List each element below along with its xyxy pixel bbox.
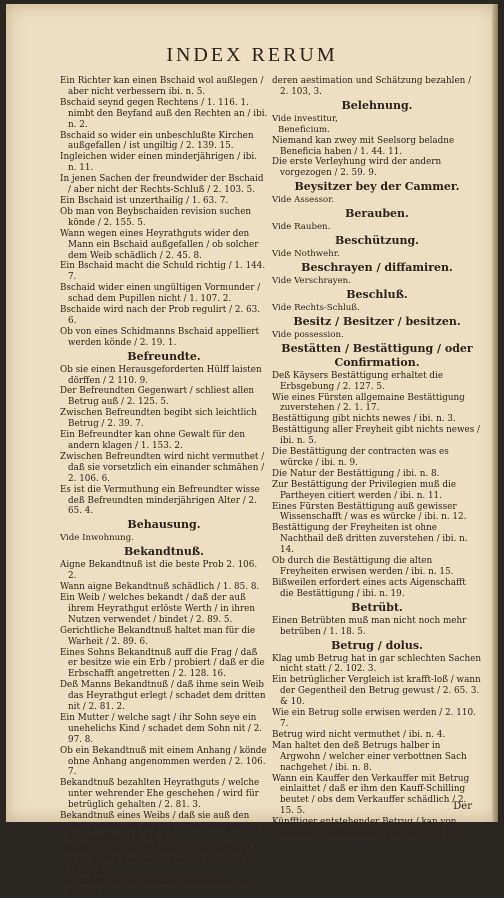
index-entry: Ob ein Bekandtnuß mit einem Anhang / könde ohne Anhang angenommen werden / 2. 106. 7.	[60, 745, 267, 778]
cross-reference: Vide Rechts-Schluß.	[272, 302, 360, 313]
index-entry: Ein Mutter / welche sagt / ihr Sohn seye ein unehelichs Kind / schadet dem Sohn nit / 2. 97. 8.	[60, 712, 263, 745]
index-heading: Betrug / dolus.	[331, 638, 423, 652]
cross-reference: Beneficium.	[278, 124, 330, 135]
index-heading: Belehnung.	[341, 98, 413, 112]
cross-reference: Vide investitur,	[272, 113, 338, 124]
index-entry: Ein Richter kan einen Bschaid wol außlegen / aber nicht verbessern ibi. n. 5.	[60, 76, 264, 97]
page-edge	[492, 4, 498, 822]
cross-reference: Vide possession.	[272, 329, 344, 340]
index-entry: Bschaid wider einen ungültigen Vormunder / schad dem Pupillen nicht / 1. 107. 2.	[60, 283, 261, 305]
index-entry: Aigne Bekandtnuß ist die beste Prob 2. 106. 2.	[60, 560, 258, 582]
cross-reference: Vide Rauben.	[272, 222, 331, 233]
index-entry: Ob sie einen Herausgeforderten Hülff laisten dörffen / 2 110. 9.	[60, 364, 262, 386]
index-entry: Der Befreundten Gegenwart / schliest allen Betrug auß / 2. 125. 5.	[60, 386, 255, 408]
index-entry: Bekandtnuß eines Weibs / daß sie auß den Heyrathstucken den Werth empfangen / obs ihr schädlich / 2. 89. 3.	[60, 811, 266, 843]
index-heading: Beschrayen / diffamiren.	[301, 260, 453, 274]
index-entry: Wie eines Fürsten allgemaine Bestättigung zuverstehen / 2. 1. 17.	[272, 392, 465, 414]
index-entry: Ingleichen wider einen minderjährigen / ibi. n. 11.	[60, 152, 258, 174]
cross-reference: Vide Inwohnung.	[60, 533, 134, 544]
index-heading: Befreundte.	[127, 349, 201, 363]
index-entry: Die Natur der Bestättigung / ibi. n. 8.	[272, 468, 440, 479]
index-entry: Eines Fürsten Bestättigung auß gewisser Wissenschafft / was es würcke / ibi. n. 12.	[272, 501, 467, 523]
index-entry: Wann wegen eines Heyrathguts wider den Mann ein Bschaid außgefallen / ob solcher dem Weib schädlich / 2. 45. 8.	[60, 228, 259, 261]
index-entry: Eines Sohns Bekandtnuß auff die Frag / daß er besitze wie ein Erb / probiert / daß er die Erbschafft angetretten / 2. 128. 16.	[60, 647, 265, 680]
index-heading: Beschützung.	[334, 234, 420, 248]
index-heading: Beysitzer bey der Cammer.	[294, 180, 460, 194]
index-entry: Ein betrüglicher Vergleich ist krafft-loß / wann der Gegentheil den Betrug gewust / 2. 65. 3. & 10.	[272, 675, 481, 708]
index-entry: Gerichtliche Bekandtnuß haltet man für die Warheit / 2. 89. 6.	[60, 625, 256, 647]
index-entry: Bschaid seynd gegen Rechtens / 1. 116. 1. nimbt den Beyfand auß den Rechten an / ibi. n. 2.	[60, 97, 268, 130]
index-heading: Behausung.	[127, 518, 201, 532]
index-entry: Ein Bschaid ist unzerthailig / 1. 63. 7.	[60, 195, 229, 206]
index-entry: Wann aigne Bekandtnuß schädlich / 1. 85. 8.	[60, 582, 260, 593]
cross-reference: Vide Nothwehr.	[272, 249, 340, 260]
index-entry: Zwischen Befreundten wird nicht vermuthet / daß sie vorsetzlich ein einander schmähen / 2. 106. 6.	[60, 451, 265, 484]
index-entry: Zur Bestättigung der Privilegien muß die Partheyen citiert werden / ibi. n. 11.	[272, 479, 457, 501]
index-entry: Wie ein Betrug solle erwisen werden / 2. 110. 7.	[272, 708, 476, 729]
index-entry: Es ist die Vermuthung ein Befreundter wisse deß Befreundten minderjährigen Alter / 2. 65. 4.	[60, 484, 260, 517]
left-index-column	[60, 76, 268, 898]
index-entry: Welcher über ein Verbrechen sich vertragt / wird darfür gehalten / daß ers bekenne / 2. 101. 15.	[60, 843, 261, 876]
index-entry: Deß Manns Bekandtnuß / daß ihme sein Weib das Heyrathgut erlegt / schadet dem dritten nit / 2. 81. 2.	[60, 680, 266, 713]
index-entry: Bestättigung aller Freyheit gibt nichts newes / ibi. n. 5.	[272, 425, 481, 447]
index-entry: deren aestimation und Schätzung bezahlen / 2. 103, 3.	[272, 76, 472, 97]
index-entry: Betrug wird nicht vermuthet / ibi. n. 4.	[272, 729, 446, 740]
index-entry: Klag umb Betrug hat in gar schlechten Sachen nicht statt / 2. 102. 3.	[272, 653, 482, 675]
catchword: Der	[453, 801, 472, 812]
page-title: INDEX RERUM	[166, 44, 338, 66]
index-entry: Ein Bschaid macht die Schuld richtig / 1. 144. 7.	[60, 261, 266, 283]
index-heading: Beschluß.	[346, 287, 408, 301]
index-entry: Die Bestättigung der contracten was es würcke / ibi. n. 9.	[272, 447, 449, 468]
index-entry: Bestättigung gibt nichts newes / ibi. n. 3.	[272, 414, 456, 425]
index-entry: Ob man von Beybschaiden revision suchen könde / 2. 155. 5.	[60, 206, 252, 228]
book-page	[6, 4, 498, 898]
index-entry: Niemand kan zwey mit Seelsorg beladne Beneficia haben / 1. 44. 11.	[272, 135, 455, 157]
index-entry: Ob von eines Schidmanns Bschaid appelliert werden könde / 2. 19. 1.	[60, 326, 260, 348]
index-heading: Berauben.	[345, 207, 409, 221]
index-entry: Bschaid so wider ein unbeschlußte Kirchen außgefallen / ist ungiltig / 2. 139. 15.	[60, 130, 254, 152]
index-entry: Bestättigung der Freyheiten ist ohne Nachthail deß dritten zuverstehen / ibi. n. 14.	[272, 523, 468, 556]
index-heading: Bekandtnuß.	[124, 545, 204, 559]
index-heading: Betrübt.	[351, 600, 403, 614]
index-heading: Besitz / Besitzer / besitzen.	[293, 314, 461, 328]
index-entry: Ein Befreundter kan ohne Gewalt für den andern klagen / 1. 153. 2.	[60, 430, 245, 451]
cross-reference: Vide Assessor.	[272, 195, 335, 206]
index-entry: Bschaide wird nach der Prob regulirt / 2. 63. 6.	[60, 305, 261, 326]
index-heading: Bestätten / Bestättigung / oder Confirmation.	[281, 341, 473, 369]
index-entry: Die erste Verleyhung wird der andern vorgezogen / 2. 59. 9.	[272, 157, 442, 179]
index-entry: Ein anders ist die Schmach bekennen / ein anders	[60, 876, 251, 898]
right-index-column	[272, 76, 482, 839]
index-entry: Wann ein Kauffer den Verkauffer mit Betrug einlaittet / daß er ihm den Kauff-Schilling beutet / obs dem Verkauffer schädlich / 2. 15. 5.	[272, 773, 470, 817]
cross-reference: Vide Verschrayen.	[272, 275, 351, 286]
index-entry: Künfftiger entstehender Betrug / kan von niemand nachgelassen werden / 2. 145. 3.	[272, 817, 469, 839]
index-entry: Ob durch die Bestättigung die alten Freyheiten erwisen werden / ibi. n. 15.	[272, 556, 454, 577]
index-entry: Ein Weib / welches bekandt / daß der auß ihrem Heyrathgut erlöste Werth / in ihren Nutzen verwendet / bindet / 2. 89. 5.	[60, 592, 256, 625]
index-entry: In jenen Sachen der freundwider der Bschaid / aber nicht der Rechts-Schluß / 2. 103. 5.	[60, 174, 264, 196]
index-entry: Einen Betrübten muß man nicht noch mehr betrüben / 1. 18. 5.	[272, 615, 467, 637]
index-entry: Deß Käysers Bestättigung erhaltet die Erbsgebung / 2. 127. 5.	[272, 370, 444, 392]
index-entry: Zwischen Befreundten begibt sich leichtlich Betrug / 2. 39. 7.	[60, 408, 257, 430]
index-entry: Bißweilen erfordert eines acts Aigenschafft die Bestättigung / ibi. n. 19.	[272, 577, 466, 599]
index-entry: Man haltet den deß Betrugs halber in Argwohn / welcher einer verbottnen Sach nachgehet / ibi. n. 8.	[272, 740, 467, 773]
index-entry: Bekandtnuß bezahlten Heyrathguts / welche unter wehrender Ehe geschehen / wird für betrüglich gehalten / 2. 81. 3.	[60, 778, 260, 811]
